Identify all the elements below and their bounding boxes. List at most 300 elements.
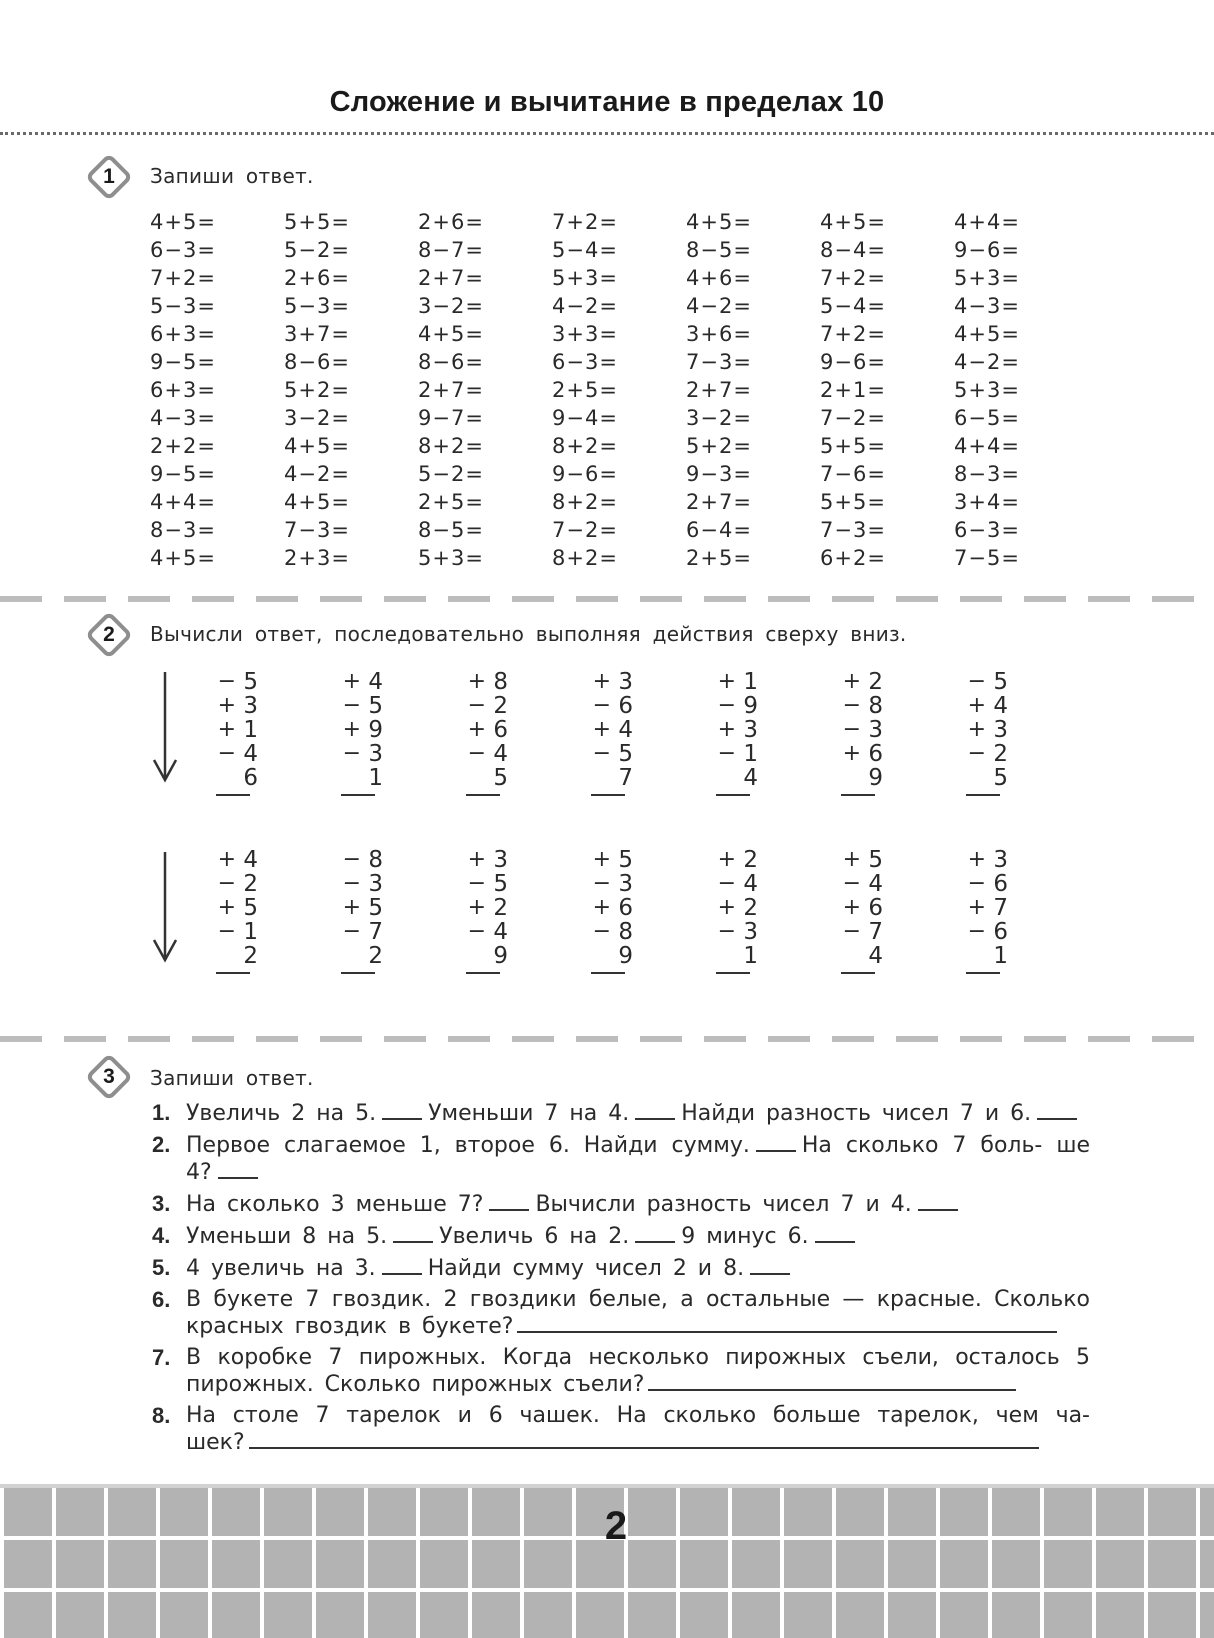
operand: 6 [868,741,883,767]
answer-line[interactable] [341,972,375,974]
operator: + [967,717,986,742]
expression: 3+4= [954,490,1020,514]
chain-step [212,872,258,896]
word-task [150,1100,1090,1127]
expression: 2+7= [686,378,752,402]
operator: − [467,741,486,766]
operator: + [842,741,861,766]
answer-line[interactable] [249,1429,1039,1449]
task-text: Увеличь 6 на 2. [439,1224,630,1249]
operand: 4 [368,669,383,695]
operand: 5 [243,669,258,695]
expression: 5−3= [150,294,216,318]
word-task [150,1287,1090,1340]
expression: 8−3= [150,518,216,542]
expression: 4+5= [820,210,886,234]
operand: 7 [993,895,1008,921]
operator: − [217,919,236,944]
chain-step [837,944,883,968]
operator: − [967,741,986,766]
operand: 6 [618,693,633,719]
answer-blank[interactable] [635,1100,675,1120]
task-text: Найди разность чисел 7 и 6. [681,1101,1032,1126]
operator [466,766,486,790]
chain-step [712,920,758,944]
operand: 1 [243,919,258,945]
task-text: Уменьши 8 на 5. [186,1224,388,1249]
chain-step [962,920,1008,944]
answer-line[interactable] [591,794,625,796]
operand: 4 [493,741,508,767]
expression: 6+3= [150,378,216,402]
expression: 7+2= [150,266,216,290]
exercise-1-number: 1 [103,165,115,188]
computation-chain [587,848,633,974]
expression: 8−3= [954,462,1020,486]
operator: + [842,669,861,694]
section-divider-1 [0,596,1214,602]
expression: 8−5= [686,238,752,262]
operand: 5 [368,895,383,921]
down-arrow-icon [152,852,178,964]
task-number: 1. [152,1100,171,1125]
operand: 9 [618,943,633,969]
chain-step [462,896,508,920]
chain-step [337,872,383,896]
expression: 6−5= [954,406,1020,430]
expression: 5−2= [418,462,484,486]
operator: − [592,741,611,766]
chain-step [212,670,258,694]
operand: 6 [993,919,1008,945]
computation-chain [337,670,383,796]
operator: + [592,669,611,694]
expression: 7−2= [552,518,618,542]
chain-step [337,718,383,742]
operand: 4 [743,871,758,897]
chain-step [462,670,508,694]
chain-step [712,872,758,896]
operator: + [217,847,236,872]
expression: 5+3= [954,378,1020,402]
operator [341,766,361,790]
answer-line[interactable] [648,1371,1016,1391]
expression: 4−2= [954,350,1020,374]
computation-chain [587,670,633,796]
operand: 2 [868,669,883,695]
answer-line[interactable] [466,794,500,796]
operator: − [467,871,486,896]
operand: 1 [243,717,258,743]
operator: − [217,741,236,766]
operator: − [967,669,986,694]
operand: 8 [868,693,883,719]
operand: 5 [368,693,383,719]
chain-step [462,872,508,896]
chain-step [962,896,1008,920]
chain-step [587,896,633,920]
answer-blank[interactable] [489,1191,529,1211]
answer-blank[interactable] [382,1100,422,1120]
chain-step [712,766,758,790]
task-text: Найди сумму чисел 2 и 8. [427,1256,745,1281]
section-divider-2 [0,1036,1214,1042]
chain-step [587,718,633,742]
expression: 6+3= [150,322,216,346]
answer-line[interactable] [841,972,875,974]
expression: 2+7= [418,378,484,402]
task-text: Уменьши 7 на 4. [428,1101,630,1126]
answer-blank[interactable] [1037,1100,1077,1120]
expression: 8+2= [418,434,484,458]
exercise-2-instruction: Вычисли ответ, последовательно выполняя действия сверху вниз. [150,622,907,646]
operator: + [592,717,611,742]
title-divider [0,132,1214,135]
operator: − [467,693,486,718]
operand: 8 [493,669,508,695]
expression: 8−7= [418,238,484,262]
operator: − [967,871,986,896]
answer-line[interactable] [517,1313,1057,1333]
operand: 2 [743,895,758,921]
answer-blank[interactable] [750,1255,790,1275]
answer-blank[interactable] [918,1191,958,1211]
operand: 2 [493,693,508,719]
expression: 7+2= [820,322,886,346]
expression: 4−2= [552,294,618,318]
expression: 4+6= [686,266,752,290]
chain-step [212,694,258,718]
expression: 3+7= [284,322,350,346]
operand: 4 [868,871,883,897]
expression: 4−2= [686,294,752,318]
operand: 2 [243,943,258,969]
answer-line[interactable] [591,972,625,974]
operand: 3 [743,919,758,945]
expression: 5−4= [820,294,886,318]
operand: 6 [868,895,883,921]
operand: 4 [743,765,758,791]
operand: 7 [368,919,383,945]
operator: + [842,895,861,920]
operator: − [842,919,861,944]
operand: 3 [368,741,383,767]
chain-step [587,872,633,896]
chain-step [462,944,508,968]
operand: 3 [618,871,633,897]
operator [591,944,611,968]
computation-chain [462,670,508,796]
expression: 9−7= [418,406,484,430]
operator [591,766,611,790]
operand: 5 [993,669,1008,695]
expression: 3−2= [284,406,350,430]
expression: 9−5= [150,462,216,486]
expression: 2+1= [820,378,886,402]
word-task [150,1191,1090,1218]
chain-step [587,742,633,766]
chain-step [962,742,1008,766]
answer-blank[interactable] [815,1223,855,1243]
operator: + [717,895,736,920]
chain-step [587,944,633,968]
operator: − [842,871,861,896]
expression: 7−3= [820,518,886,542]
task-text: На сколько 3 меньше 7? [186,1192,484,1217]
operator: − [592,919,611,944]
chain-step [337,896,383,920]
computation-chain [337,848,383,974]
chain-step [837,766,883,790]
operator: + [342,717,361,742]
answer-blank[interactable] [756,1132,796,1152]
operator: − [342,871,361,896]
answer-line[interactable] [716,972,750,974]
operator: + [592,847,611,872]
expression: 4−3= [954,294,1020,318]
expression: 8−4= [820,238,886,262]
operator: − [342,919,361,944]
exercise-3-number: 3 [103,1065,115,1088]
expression: 2+6= [418,210,484,234]
answer-line[interactable] [216,972,250,974]
operator [216,944,236,968]
answer-line[interactable] [466,972,500,974]
answer-blank[interactable] [393,1223,433,1243]
expression: 8−5= [418,518,484,542]
task-text: Вычисли разность чисел 7 и 4. [535,1192,912,1217]
task-number: 4. [152,1223,171,1248]
task-text: На сколько 7 боль- ше 4? [186,1133,1090,1185]
operand: 3 [868,717,883,743]
page-title: Сложение и вычитание в пределах 10 [329,86,885,118]
chain-step [337,766,383,790]
chain-step [462,920,508,944]
expression: 5+3= [418,546,484,570]
chain-step [837,872,883,896]
operator: + [217,693,236,718]
operand: 3 [243,693,258,719]
operator: − [217,871,236,896]
expression: 2+5= [686,546,752,570]
expression: 2+6= [284,266,350,290]
answer-blank[interactable] [382,1255,422,1275]
answer-line[interactable] [966,794,1000,796]
task-number: 7. [152,1345,171,1370]
expression: 6−3= [552,350,618,374]
expression: 9−5= [150,350,216,374]
exercise-3-instruction: Запиши ответ. [150,1066,314,1090]
operand: 3 [618,669,633,695]
expression: 6+2= [820,546,886,570]
operand: 2 [243,871,258,897]
operator [716,766,736,790]
expression: 2+5= [552,378,618,402]
answer-line[interactable] [341,794,375,796]
chain-step [587,670,633,694]
operator: + [467,847,486,872]
answer-line[interactable] [966,972,1000,974]
operator [716,944,736,968]
operator: − [717,693,736,718]
chain-step [337,670,383,694]
down-arrow-icon [152,672,178,784]
operator: − [592,693,611,718]
expression: 4+4= [150,490,216,514]
operand: 1 [743,943,758,969]
operand: 4 [493,919,508,945]
operand: 9 [868,765,883,791]
chain-step [337,694,383,718]
operand: 9 [743,693,758,719]
operator: + [717,669,736,694]
expression: 2+3= [284,546,350,570]
operand: 3 [993,717,1008,743]
expression: 4+5= [686,210,752,234]
page-number: 2 [604,1504,628,1548]
expression: 2+7= [686,490,752,514]
expression: 9−6= [954,238,1020,262]
chain-step [962,670,1008,694]
operand: 9 [368,717,383,743]
chain-step [962,848,1008,872]
operator: − [342,847,361,872]
task-number: 6. [152,1287,171,1312]
operand: 1 [368,765,383,791]
expression: 8−6= [284,350,350,374]
operand: 1 [743,741,758,767]
task-text: 9 минус 6. [681,1224,809,1249]
expression: 6−4= [686,518,752,542]
chain-step [212,718,258,742]
operator: + [217,895,236,920]
operator [966,766,986,790]
operand: 4 [243,847,258,873]
expression: 5+5= [284,210,350,234]
operand: 4 [868,943,883,969]
chain-step [212,742,258,766]
chain-step [837,670,883,694]
exercise-2-number: 2 [103,623,115,646]
operator [841,944,861,968]
operator: + [967,847,986,872]
operand: 3 [493,847,508,873]
operand: 6 [243,765,258,791]
chain-step [212,848,258,872]
computation-chain [962,848,1008,974]
chain-step [837,896,883,920]
exercise-1-grid [150,210,1088,574]
task-text: На столе 7 тарелок и 6 чашек. На сколько больше тарелок, чем ча- шек? [186,1403,1090,1455]
chain-step [962,718,1008,742]
chain-step [587,848,633,872]
task-number: 2. [152,1132,171,1157]
operand: 3 [368,871,383,897]
chain-step [962,694,1008,718]
operand: 3 [993,847,1008,873]
operator: − [217,669,236,694]
chain-step [337,742,383,766]
chain-step [462,766,508,790]
operand: 5 [493,871,508,897]
expression: 3−2= [418,294,484,318]
chain-step [962,766,1008,790]
expression: 8+2= [552,546,618,570]
operand: 3 [743,717,758,743]
expression: 3−2= [686,406,752,430]
operator [466,944,486,968]
chain-step [462,742,508,766]
operator: − [592,871,611,896]
operand: 1 [743,669,758,695]
word-task [150,1345,1090,1398]
answer-line[interactable] [841,794,875,796]
operand: 1 [993,943,1008,969]
operator: − [717,741,736,766]
chain-step [712,718,758,742]
expression: 2+2= [150,434,216,458]
operator: + [967,895,986,920]
word-task [150,1132,1090,1186]
word-task [150,1223,1090,1250]
task-number: 3. [152,1191,171,1216]
chain-step [587,920,633,944]
computation-chain [837,670,883,796]
word-task [150,1255,1090,1282]
operand: 6 [493,717,508,743]
operand: 2 [493,895,508,921]
chain-step [837,848,883,872]
answer-line[interactable] [216,794,250,796]
operand: 5 [243,895,258,921]
chain-step [837,718,883,742]
expression: 4+5= [284,490,350,514]
expression: 4−2= [284,462,350,486]
operand: 2 [993,741,1008,767]
expression: 7−3= [284,518,350,542]
expression: 4+4= [954,210,1020,234]
operator: + [467,895,486,920]
answer-blank[interactable] [635,1223,675,1243]
operator: + [467,717,486,742]
chain-step [962,944,1008,968]
computation-chain [712,670,758,796]
chain-step [212,896,258,920]
operator: + [967,693,986,718]
chain-step [462,694,508,718]
chain-step [212,920,258,944]
exercise-1-instruction: Запиши ответ. [150,164,314,188]
expression: 2+5= [418,490,484,514]
operator: + [342,895,361,920]
chain-step [587,694,633,718]
expression: 9−4= [552,406,618,430]
operand: 5 [618,847,633,873]
answer-blank[interactable] [218,1159,258,1179]
operand: 7 [868,919,883,945]
operator [841,766,861,790]
expression: 4+5= [150,210,216,234]
operator: − [467,919,486,944]
chain-step [837,920,883,944]
answer-line[interactable] [716,794,750,796]
operand: 5 [618,741,633,767]
computation-chain [212,670,258,796]
expression: 5−4= [552,238,618,262]
expression: 5+5= [820,490,886,514]
operator: − [842,693,861,718]
operand: 4 [243,741,258,767]
